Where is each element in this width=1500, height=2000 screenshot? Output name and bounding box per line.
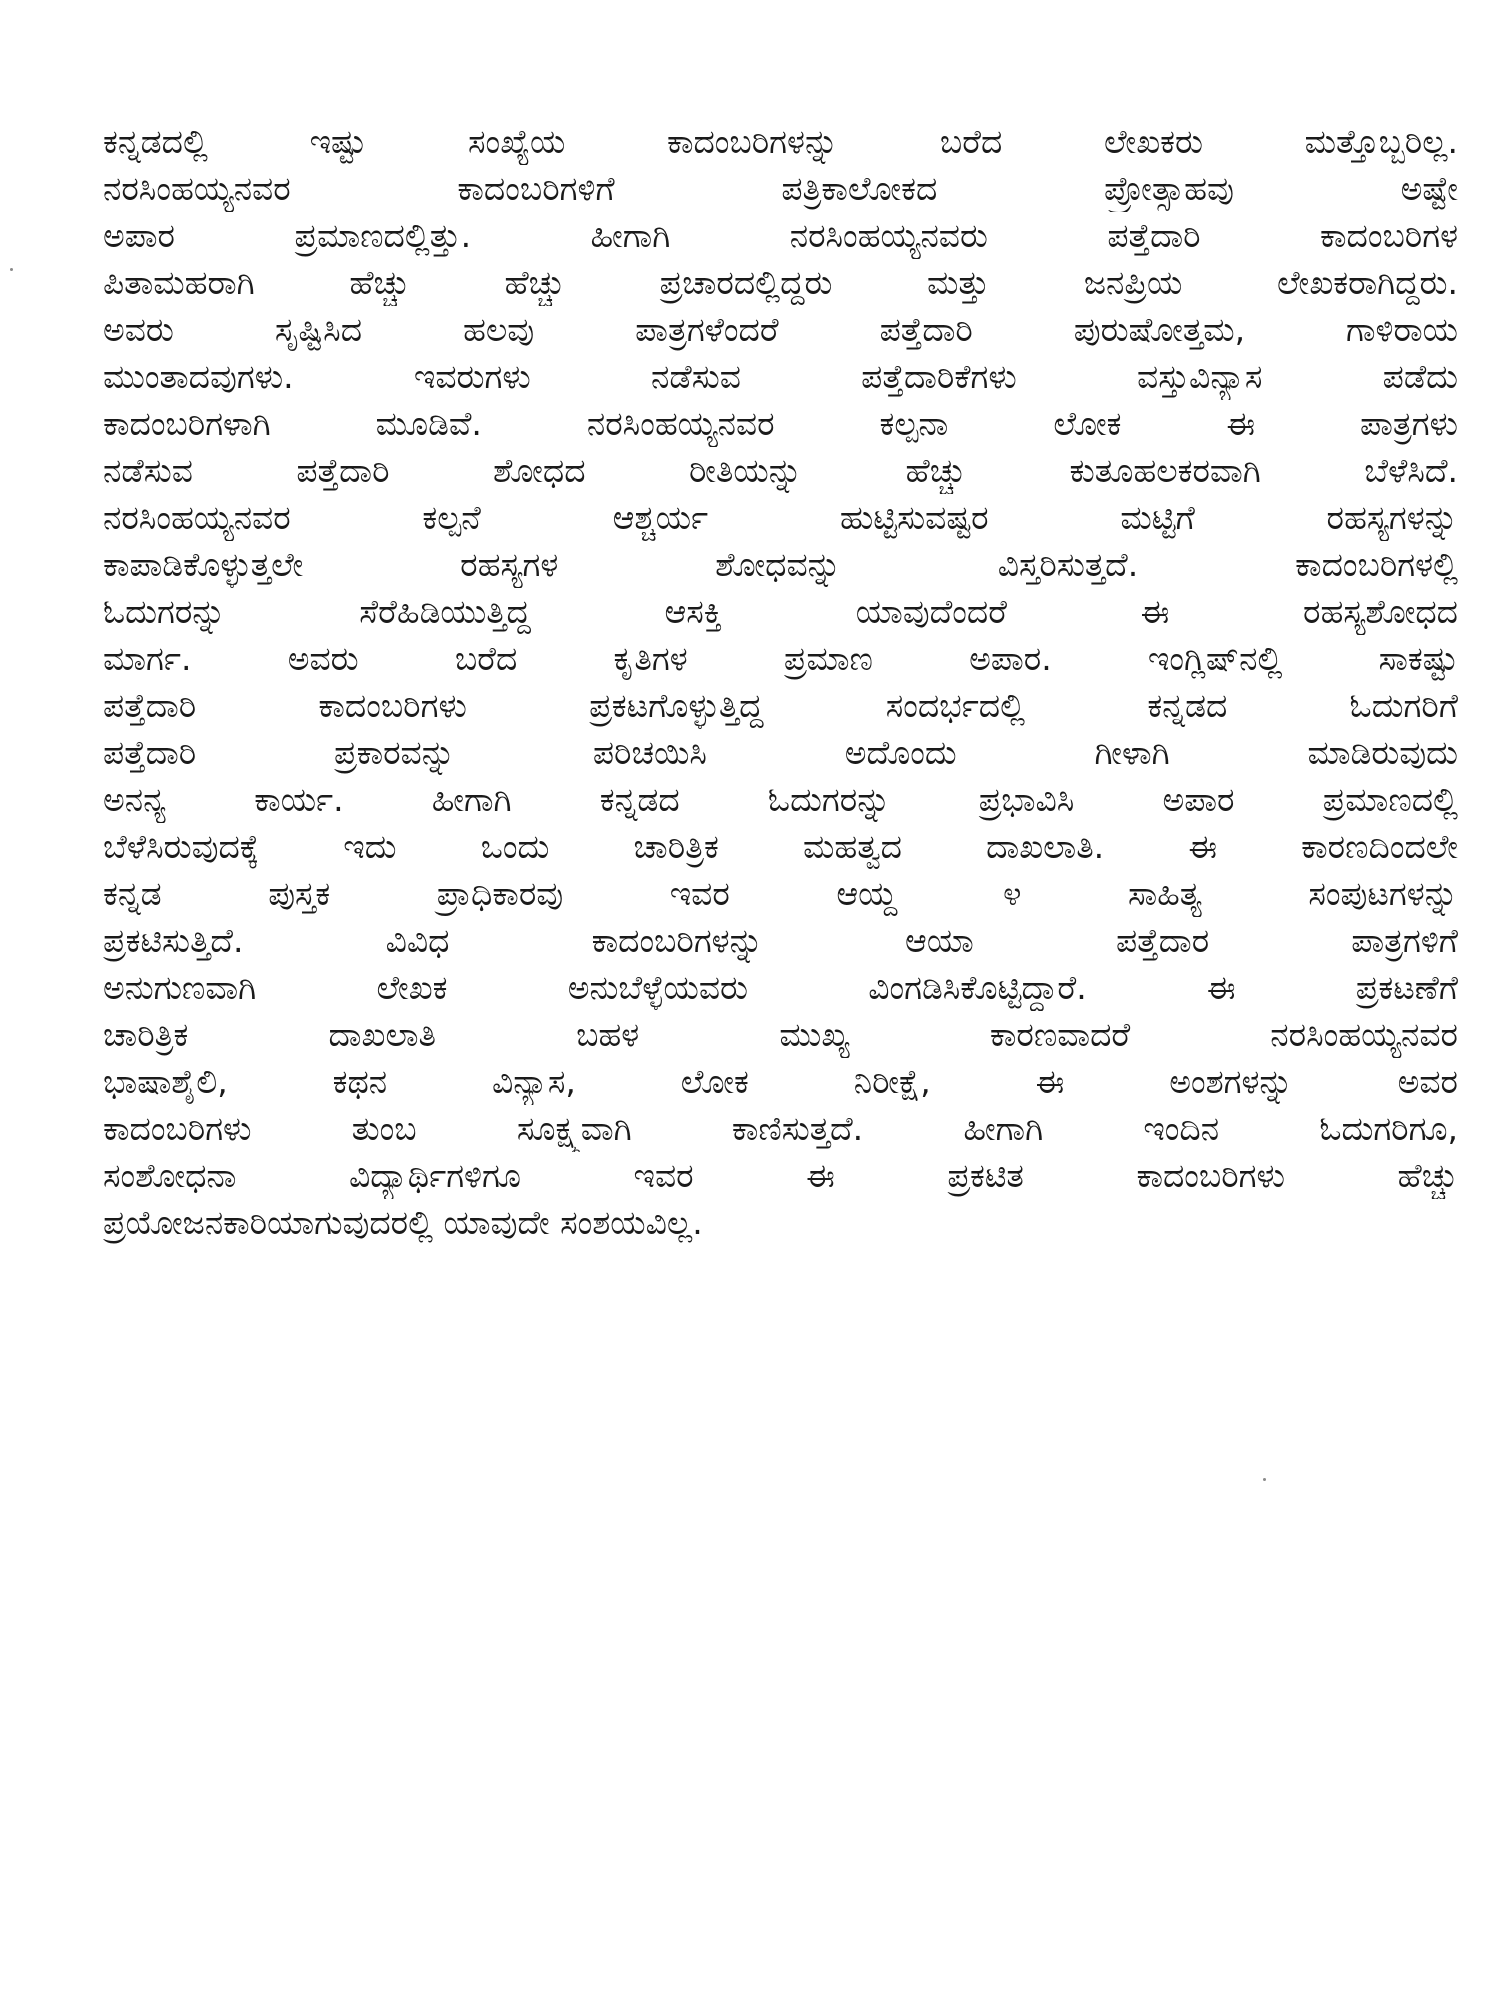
text-line: ಭಾಷಾಶೈಲಿ, ಕಥನ ವಿನ್ಯಾಸ, ಲೋಕ ನಿರೀಕ್ಷೆ, ಈ ಅಂಶಗಳನ್ನು ಅವರ <box>103 1062 1458 1101</box>
text-line: ಪತ್ತೆದಾರಿ ಕಾದಂಬರಿಗಳು ಪ್ರಕಟಗೊಳ್ಳುತ್ತಿದ್ದ ಸಂದರ್ಭದಲ್ಲಿ ಕನ್ನಡದ ಓದುಗರಿಗೆ <box>103 686 1458 725</box>
text-line: ಮಾರ್ಗ. ಅವರು ಬರೆದ ಕೃತಿಗಳ ಪ್ರಮಾಣ ಅಪಾರ. ಇಂಗ್ಲಿಷ್‌ನಲ್ಲಿ ಸಾಕಷ್ಟು <box>103 639 1458 678</box>
text-line: ಅಪಾರ ಪ್ರಮಾಣದಲ್ಲಿತ್ತು. ಹೀಗಾಗಿ ನರಸಿಂಹಯ್ಯನವರು ಪತ್ತೆದಾರಿ ಕಾದಂಬರಿಗಳ <box>103 216 1458 255</box>
text-line: ಕನ್ನಡ ಪುಸ್ತಕ ಪ್ರಾಧಿಕಾರವು ಇವರ ಆಯ್ದ ೪ ಸಾಹಿತ್ಯ ಸಂಪುಟಗಳನ್ನು <box>103 874 1458 913</box>
text-line: ಚಾರಿತ್ರಿಕ ದಾಖಲಾತಿ ಬಹಳ ಮುಖ್ಯ ಕಾರಣವಾದರೆ ನರಸಿಂಹಯ್ಯನವರ <box>103 1015 1458 1054</box>
text-line: ಸಂಶೋಧನಾ ವಿದ್ಯಾರ್ಥಿಗಳಿಗೂ ಇವರ ಈ ಪ್ರಕಟಿತ ಕಾದಂಬರಿಗಳು ಹೆಚ್ಚು <box>103 1156 1458 1195</box>
text-line: ಓದುಗರನ್ನು ಸೆರೆಹಿಡಿಯುತ್ತಿದ್ದ ಆಸಕ್ತಿ ಯಾವುದೆಂದರೆ ಈ ರಹಸ್ಯಶೋಧದ <box>103 592 1458 631</box>
text-line: ಕಾದಂಬರಿಗಳು ತುಂಬ ಸೂಕ್ಷ್ಮವಾಗಿ ಕಾಣಿಸುತ್ತದೆ. ಹೀಗಾಗಿ ಇಂದಿನ ಓದುಗರಿಗೂ, <box>103 1109 1458 1148</box>
paragraph <box>103 118 1458 1246</box>
text-line: ಅನನ್ಯ ಕಾರ್ಯ. ಹೀಗಾಗಿ ಕನ್ನಡದ ಓದುಗರನ್ನು ಪ್ರಭಾವಿಸಿ ಅಪಾರ ಪ್ರಮಾಣದಲ್ಲಿ <box>103 780 1458 819</box>
text-line: ಅವರು ಸೃಷ್ಟಿಸಿದ ಹಲವು ಪಾತ್ರಗಳೆಂದರೆ ಪತ್ತೆದಾರಿ ಪುರುಷೋತ್ತಮ, ಗಾಳಿರಾಯ <box>103 310 1458 349</box>
text-line: ಅನುಗುಣವಾಗಿ ಲೇಖಕ ಅನುಬೆಳ್ಳೆಯವರು ವಿಂಗಡಿಸಿಕೊಟ್ಟಿದ್ದಾರೆ. ಈ ಪ್ರಕಟಣೆಗೆ <box>103 968 1458 1007</box>
text-line: ಪಿತಾಮಹರಾಗಿ ಹೆಚ್ಚು ಹೆಚ್ಚು ಪ್ರಚಾರದಲ್ಲಿದ್ದರು ಮತ್ತು ಜನಪ್ರಿಯ ಲೇಖಕರಾಗಿದ್ದರು. <box>103 263 1458 302</box>
text-line: ನಡೆಸುವ ಪತ್ತೆದಾರಿ ಶೋಧದ ರೀತಿಯನ್ನು ಹೆಚ್ಚು ಕುತೂಹಲಕರವಾಗಿ ಬೆಳೆಸಿದೆ. <box>103 451 1458 490</box>
text-line: ಪ್ರಕಟಿಸುತ್ತಿದೆ. ವಿವಿಧ ಕಾದಂಬರಿಗಳನ್ನು ಆಯಾ ಪತ್ತೆದಾರ ಪಾತ್ರಗಳಿಗೆ <box>103 921 1458 960</box>
text-line: ಕನ್ನಡದಲ್ಲಿ ಇಷ್ಟು ಸಂಖ್ಯೆಯ ಕಾದಂಬರಿಗಳನ್ನು ಬರೆದ ಲೇಖಕರು ಮತ್ತೊಬ್ಬರಿಲ್ಲ. <box>103 122 1458 161</box>
text-line: ನರಸಿಂಹಯ್ಯನವರ ಕಾದಂಬರಿಗಳಿಗೆ ಪತ್ರಿಕಾಲೋಕದ ಪ್ರೋತ್ಸಾಹವು ಅಷ್ಟೇ <box>103 169 1458 208</box>
text-line: ಬೆಳೆಸಿರುವುದಕ್ಕೆ ಇದು ಒಂದು ಚಾರಿತ್ರಿಕ ಮಹತ್ವದ ದಾಖಲಾತಿ. ಈ ಕಾರಣದಿಂದಲೇ <box>103 827 1458 866</box>
text-line: ಕಾಪಾಡಿಕೊಳ್ಳುತ್ತಲೇ ರಹಸ್ಯಗಳ ಶೋಧವನ್ನು ವಿಸ್ತರಿಸುತ್ತದೆ. ಕಾದಂಬರಿಗಳಲ್ಲಿ <box>103 545 1458 584</box>
text-line: ಮುಂತಾದವುಗಳು. ಇವರುಗಳು ನಡೆಸುವ ಪತ್ತೆದಾರಿಕೆಗಳು ವಸ್ತುವಿನ್ಯಾಸ ಪಡೆದು <box>103 357 1458 396</box>
text-line: ಕಾದಂಬರಿಗಳಾಗಿ ಮೂಡಿವೆ. ನರಸಿಂಹಯ್ಯನವರ ಕಲ್ಪನಾ ಲೋಕ ಈ ಪಾತ್ರಗಳು <box>103 404 1458 443</box>
scan-speck <box>10 268 13 271</box>
scan-speck <box>1263 1478 1266 1481</box>
text-line: ನರಸಿಂಹಯ್ಯನವರ ಕಲ್ಪನೆ ಆಶ್ಚರ್ಯ ಹುಟ್ಟಿಸುವಷ್ಟರ ಮಟ್ಟಿಗೆ ರಹಸ್ಯಗಳನ್ನು <box>103 498 1458 537</box>
text-line: ಪತ್ತೆದಾರಿ ಪ್ರಕಾರವನ್ನು ಪರಿಚಯಿಸಿ ಅದೊಂದು ಗೀಳಾಗಿ ಮಾಡಿರುವುದು <box>103 733 1458 772</box>
text-line-last: ಪ್ರಯೋಜನಕಾರಿಯಾಗುವುದರಲ್ಲಿ ಯಾವುದೇ ಸಂಶಯವಿಲ್ಲ. <box>103 1203 703 1242</box>
